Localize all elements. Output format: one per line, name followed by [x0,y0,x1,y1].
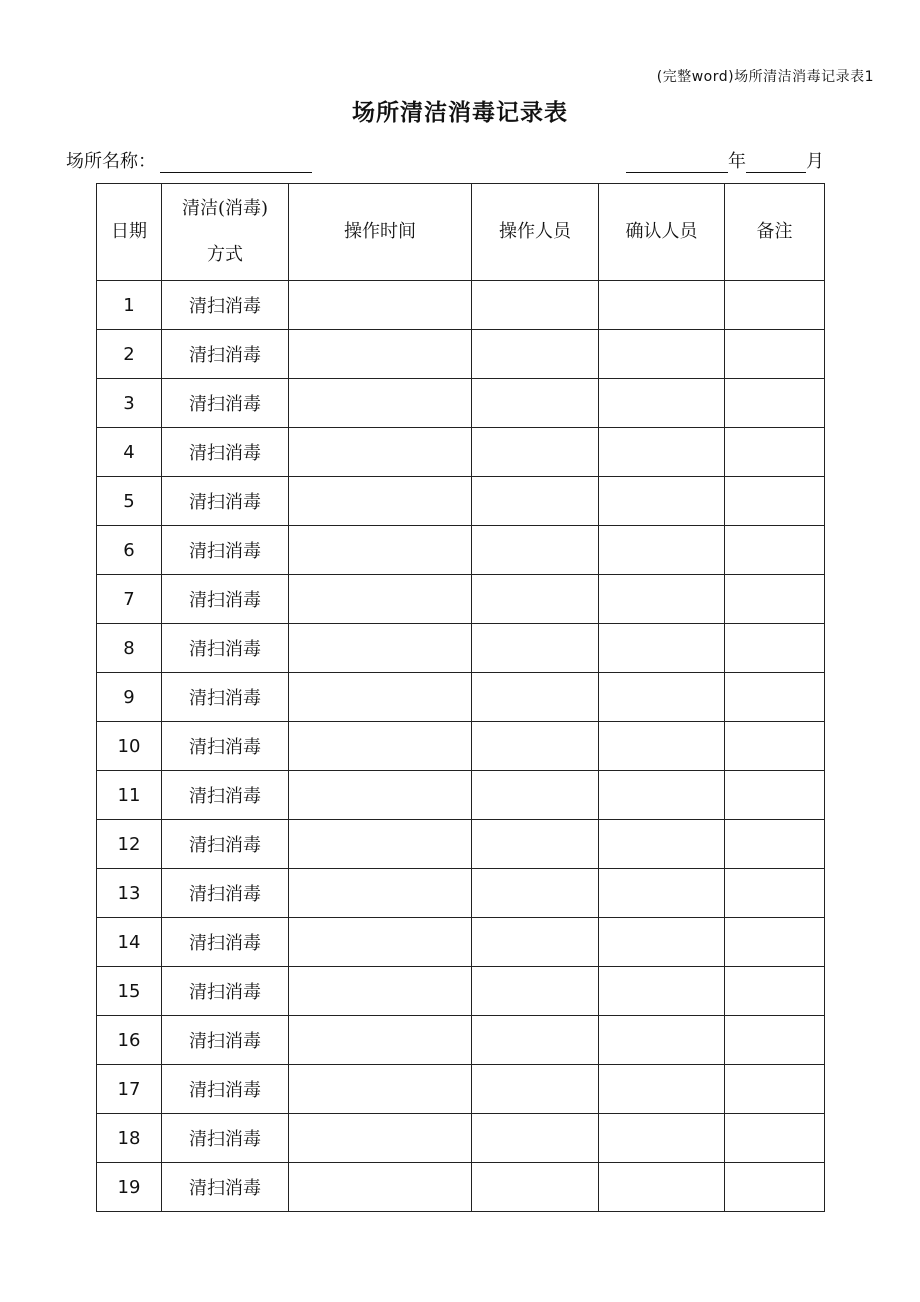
operator-cell[interactable] [472,575,599,624]
table-row [97,820,825,869]
table-row [97,1065,825,1114]
remarks-cell[interactable] [725,1114,825,1163]
operation-time-cell[interactable] [289,1065,472,1114]
date-cell: 12 [97,820,162,869]
operator-cell[interactable] [472,918,599,967]
table-row [97,281,825,330]
operation-time-cell[interactable] [289,281,472,330]
date-cell: 2 [97,330,162,379]
confirmer-cell[interactable] [599,1016,725,1065]
method-cell: 清扫消毒 [162,869,289,918]
operation-time-cell[interactable] [289,771,472,820]
header-operation-time: 操作时间 [289,184,472,281]
date-cell: 10 [97,722,162,771]
table-row [97,673,825,722]
operation-time-cell[interactable] [289,1163,472,1212]
venue-name-blank[interactable] [160,154,312,173]
method-cell: 清扫消毒 [162,967,289,1016]
document-header-note: (完整word)场所清洁消毒记录表1 [656,69,874,85]
remarks-cell[interactable] [725,330,825,379]
table-row [97,379,825,428]
operator-cell[interactable] [472,771,599,820]
table-body [97,281,825,1212]
header-operator: 操作人员 [472,184,599,281]
date-cell: 16 [97,1016,162,1065]
date-cell: 19 [97,1163,162,1212]
year-label: 年 [728,151,746,172]
method-cell: 清扫消毒 [162,820,289,869]
remarks-cell[interactable] [725,624,825,673]
operation-time-cell[interactable] [289,624,472,673]
operation-time-cell[interactable] [289,1114,472,1163]
operation-time-cell[interactable] [289,379,472,428]
operation-time-cell[interactable] [289,477,472,526]
method-cell: 清扫消毒 [162,1114,289,1163]
operator-cell[interactable] [472,820,599,869]
confirmer-cell[interactable] [599,722,725,771]
confirmer-cell[interactable] [599,1163,725,1212]
date-cell: 17 [97,1065,162,1114]
operator-cell[interactable] [472,722,599,771]
table-row [97,1016,825,1065]
date-cell: 7 [97,575,162,624]
operation-time-cell[interactable] [289,967,472,1016]
period-field [626,147,824,173]
confirmer-cell[interactable] [599,379,725,428]
operator-cell[interactable] [472,869,599,918]
header-method-line2: 方式 [207,244,243,265]
operator-cell[interactable] [472,330,599,379]
table-row [97,722,825,771]
month-blank[interactable] [746,154,806,173]
operation-time-cell[interactable] [289,428,472,477]
table-row [97,967,825,1016]
operator-cell[interactable] [472,526,599,575]
date-cell: 15 [97,967,162,1016]
method-cell: 清扫消毒 [162,330,289,379]
remarks-cell[interactable] [725,820,825,869]
method-cell: 清扫消毒 [162,428,289,477]
confirmer-cell[interactable] [599,575,725,624]
date-cell: 18 [97,1114,162,1163]
operation-time-cell[interactable] [289,869,472,918]
method-cell: 清扫消毒 [162,477,289,526]
operation-time-cell[interactable] [289,722,472,771]
remarks-cell[interactable] [725,1065,825,1114]
table-header-row [97,184,825,281]
method-cell: 清扫消毒 [162,379,289,428]
venue-label: 场所名称： [66,151,156,172]
venue-field [66,147,312,173]
method-cell: 清扫消毒 [162,575,289,624]
date-cell: 11 [97,771,162,820]
confirmer-cell[interactable] [599,1065,725,1114]
operator-cell[interactable] [472,379,599,428]
operator-cell[interactable] [472,428,599,477]
header-method-line1: 清洁(消毒) [181,198,269,219]
table-row [97,869,825,918]
remarks-cell[interactable] [725,722,825,771]
operation-time-cell[interactable] [289,575,472,624]
year-blank[interactable] [626,154,728,173]
remarks-cell[interactable] [725,869,825,918]
remarks-cell[interactable] [725,526,825,575]
remarks-cell[interactable] [725,428,825,477]
table-row [97,526,825,575]
method-cell: 清扫消毒 [162,624,289,673]
operator-cell[interactable] [472,281,599,330]
date-cell: 13 [97,869,162,918]
table-row [97,771,825,820]
header-method [162,184,289,281]
operator-cell[interactable] [472,673,599,722]
date-cell: 14 [97,918,162,967]
header-remarks: 备注 [725,184,825,281]
table-row [97,330,825,379]
table-row [97,477,825,526]
table-row [97,1114,825,1163]
operation-time-cell[interactable] [289,1016,472,1065]
confirmer-cell[interactable] [599,967,725,1016]
remarks-cell[interactable] [725,281,825,330]
confirmer-cell[interactable] [599,918,725,967]
remarks-cell[interactable] [725,1016,825,1065]
operator-cell[interactable] [472,967,599,1016]
page-title: 场所清洁消毒记录表 [352,100,568,126]
date-cell: 9 [97,673,162,722]
remarks-cell[interactable] [725,379,825,428]
cleaning-record-table [96,183,825,1212]
date-cell: 5 [97,477,162,526]
method-cell: 清扫消毒 [162,526,289,575]
date-cell: 6 [97,526,162,575]
remarks-cell[interactable] [725,967,825,1016]
operator-cell[interactable] [472,477,599,526]
method-cell: 清扫消毒 [162,1016,289,1065]
operation-time-cell[interactable] [289,918,472,967]
meta-row [66,147,826,173]
method-cell: 清扫消毒 [162,722,289,771]
table-row [97,575,825,624]
operation-time-cell[interactable] [289,330,472,379]
remarks-cell[interactable] [725,1163,825,1212]
operator-cell[interactable] [472,1016,599,1065]
method-cell: 清扫消毒 [162,281,289,330]
confirmer-cell[interactable] [599,624,725,673]
operator-cell[interactable] [472,1114,599,1163]
remarks-cell[interactable] [725,673,825,722]
remarks-cell[interactable] [725,575,825,624]
remarks-cell[interactable] [725,918,825,967]
date-cell: 1 [97,281,162,330]
operation-time-cell[interactable] [289,526,472,575]
confirmer-cell[interactable] [599,281,725,330]
header-confirmer: 确认人员 [599,184,725,281]
confirmer-cell[interactable] [599,820,725,869]
operation-time-cell[interactable] [289,820,472,869]
date-cell: 3 [97,379,162,428]
confirmer-cell[interactable] [599,771,725,820]
confirmer-cell[interactable] [599,330,725,379]
date-cell: 4 [97,428,162,477]
operator-cell[interactable] [472,1163,599,1212]
remarks-cell[interactable] [725,771,825,820]
operator-cell[interactable] [472,1065,599,1114]
method-cell: 清扫消毒 [162,918,289,967]
table-row [97,918,825,967]
operation-time-cell[interactable] [289,673,472,722]
date-cell: 8 [97,624,162,673]
confirmer-cell[interactable] [599,477,725,526]
confirmer-cell[interactable] [599,428,725,477]
confirmer-cell[interactable] [599,869,725,918]
confirmer-cell[interactable] [599,673,725,722]
method-cell: 清扫消毒 [162,673,289,722]
method-cell: 清扫消毒 [162,1163,289,1212]
table-row [97,1163,825,1212]
month-label: 月 [806,151,824,172]
table-row [97,428,825,477]
method-cell: 清扫消毒 [162,771,289,820]
header-date: 日期 [97,184,162,281]
table-row [97,624,825,673]
confirmer-cell[interactable] [599,1114,725,1163]
confirmer-cell[interactable] [599,526,725,575]
method-cell: 清扫消毒 [162,1065,289,1114]
remarks-cell[interactable] [725,477,825,526]
operator-cell[interactable] [472,624,599,673]
